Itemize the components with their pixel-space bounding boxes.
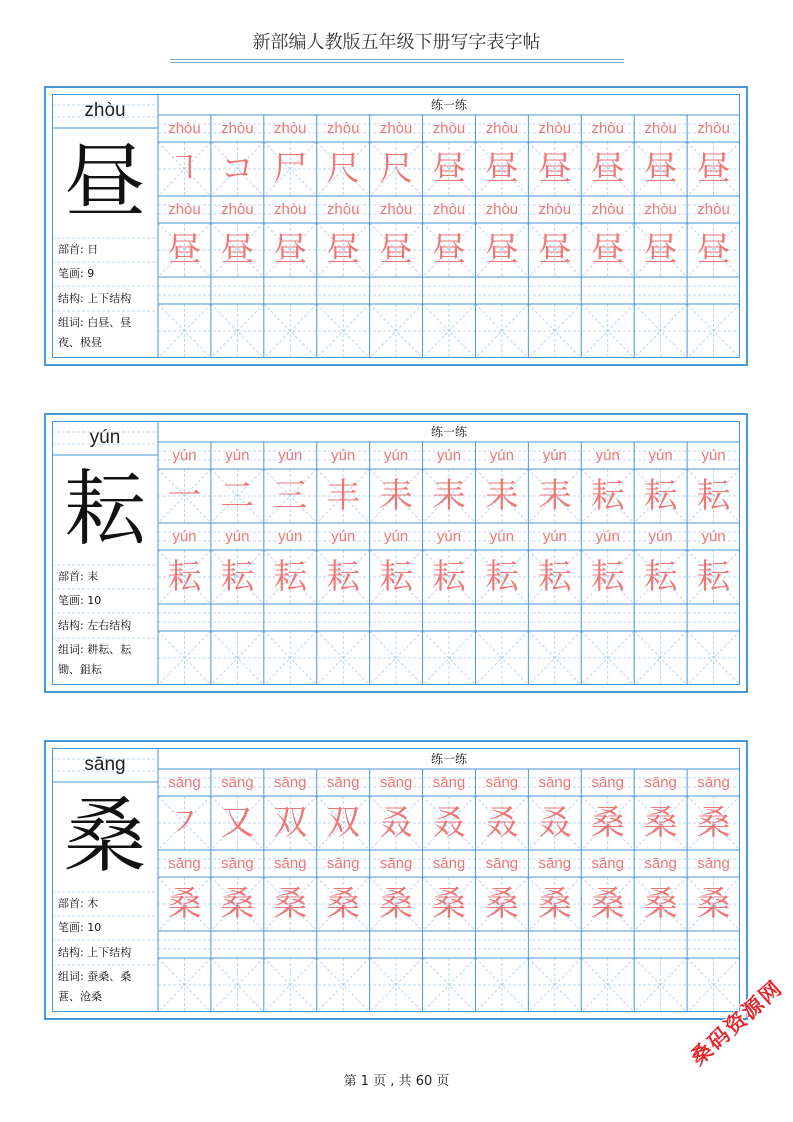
blank-pinyin-cell (317, 277, 370, 304)
stroke-count-row (52, 262, 158, 286)
blank-character-cell (475, 304, 528, 358)
stroke-order-cell: 丰 (326, 476, 361, 516)
pinyin-cell: zhòu (538, 120, 572, 137)
character-card-inner (52, 421, 740, 685)
stroke-order-cell: 耒 (537, 476, 572, 516)
stroke-order-cell: コ (220, 149, 255, 189)
stroke-order-cell: 昼 (696, 149, 731, 189)
pinyin-cell: yún (542, 447, 567, 464)
pinyin-cell: yún (278, 447, 303, 464)
blank-character-cell (475, 958, 528, 1012)
pinyin-cell: yún (701, 528, 726, 545)
structure-row (52, 613, 158, 638)
pinyin-cell: yún (701, 447, 726, 464)
pinyin-cell: zhòu (697, 120, 730, 137)
trace-character-cell: 耘 (167, 557, 202, 597)
pinyin-cell: sāng (326, 774, 360, 791)
pinyin-cell: sāng (168, 774, 201, 791)
blank-character-cell (211, 958, 264, 1012)
pinyin-cell: sāng (538, 855, 572, 872)
trace-character-cell: 桑 (273, 884, 308, 924)
stroke-order-cell: 昼 (432, 149, 466, 189)
character-card (44, 86, 748, 366)
radical-row (52, 892, 158, 916)
pinyin-cell: yún (595, 528, 620, 545)
stroke-count-label: 笔画: (58, 921, 84, 934)
blank-character-cell (264, 958, 317, 1012)
blank-pinyin-cell (211, 277, 264, 304)
pinyin-cell: yún (648, 447, 673, 464)
pinyin-cell: sāng (274, 774, 307, 791)
character-pinyin: sāng (84, 754, 126, 775)
pinyin-cell: yún (542, 528, 567, 545)
pinyin-cell: yún (436, 528, 462, 545)
stroke-order-cell: 二 (220, 476, 255, 516)
stroke-order-cell: 耘 (696, 476, 731, 516)
stroke-order-cell: 昼 (484, 149, 519, 189)
blank-pinyin-cell (528, 931, 581, 958)
stroke-order-cell: 桑 (696, 803, 731, 843)
blank-pinyin-cell (475, 931, 528, 958)
pinyin-cell: yún (489, 447, 514, 464)
pinyin-cell: sāng (168, 855, 201, 872)
words-row (52, 311, 158, 358)
blank-character-cell (158, 304, 211, 358)
blank-character-cell (264, 631, 317, 685)
pinyin-cell: yún (278, 528, 303, 545)
blank-character-cell (158, 958, 211, 1012)
blank-pinyin-cell (528, 277, 581, 304)
pinyin-cell: sāng (591, 855, 624, 872)
blank-pinyin-cell (370, 277, 423, 304)
blank-character-cell (423, 304, 476, 358)
pinyin-cell: zhòu (274, 201, 307, 218)
trace-character-cell: 耘 (273, 557, 308, 597)
trace-character-cell: 桑 (167, 884, 202, 924)
blank-pinyin-cell (317, 931, 370, 958)
pinyin-cell: zhòu (379, 201, 413, 218)
structure-value: 左右结构 (87, 619, 132, 632)
pinyin-cell: sāng (432, 855, 466, 872)
title-underline (170, 59, 624, 63)
trace-character-cell: 昼 (326, 230, 361, 270)
pinyin-cell: sāng (221, 855, 254, 872)
blank-character-cell (317, 958, 370, 1012)
blank-character-cell (264, 304, 317, 358)
pinyin-cell: sāng (485, 774, 519, 791)
blank-character-cell (528, 304, 581, 358)
trace-character-cell: 昼 (220, 230, 255, 270)
blank-character-cell (687, 631, 740, 685)
stroke-order-cell: ㇇ (167, 803, 202, 843)
pinyin-cell: yún (225, 528, 250, 545)
blank-pinyin-cell (581, 277, 634, 304)
blank-character-cell (211, 304, 264, 358)
pinyin-cell: zhòu (538, 201, 572, 218)
stroke-order-cell: 三 (273, 476, 308, 516)
stroke-order-cell: 昼 (590, 149, 625, 189)
character-glyph: 昼 (63, 135, 146, 230)
blank-character-cell (581, 631, 634, 685)
stroke-order-cell: ㇕ (167, 149, 202, 189)
blank-character-cell (317, 304, 370, 358)
words-value: 蚕桑、桑葚、沧桑 (58, 970, 132, 1003)
pinyin-cell: sāng (379, 855, 413, 872)
blank-character-cell (211, 631, 264, 685)
blank-pinyin-cell (581, 604, 634, 631)
page-footer: 第 1 页 , 共 60 页 (343, 1074, 450, 1089)
trace-character-cell: 昼 (484, 230, 519, 270)
pinyin-cell: zhòu (644, 201, 677, 218)
blank-pinyin-cell (317, 604, 370, 631)
pinyin-cell: yún (436, 447, 462, 464)
radical-label: 部首: (58, 897, 84, 910)
trace-character-cell: 桑 (643, 884, 678, 924)
trace-character-cell: 桑 (537, 884, 572, 924)
pinyin-cell: yún (225, 447, 250, 464)
pinyin-cell: zhòu (221, 120, 254, 137)
pinyin-cell: yún (383, 528, 409, 545)
stroke-order-cell: 桑 (590, 803, 625, 843)
practice-header: 练一练 (430, 752, 467, 766)
pinyin-cell: sāng (326, 855, 360, 872)
trace-character-cell: 昼 (379, 230, 414, 270)
pinyin-cell: sāng (432, 774, 466, 791)
trace-character-cell: 昼 (273, 230, 308, 270)
trace-character-cell: 耘 (590, 557, 625, 597)
blank-character-cell (370, 304, 423, 358)
stroke-order-cell: 耒 (379, 476, 414, 516)
words-row (52, 638, 158, 685)
trace-character-cell: 耘 (484, 557, 519, 597)
words-label: 组词: (58, 316, 84, 329)
blank-pinyin-cell (528, 604, 581, 631)
structure-label: 结构: (58, 292, 84, 305)
blank-pinyin-cell (370, 931, 423, 958)
blank-pinyin-cell (211, 931, 264, 958)
pinyin-cell: zhòu (644, 120, 677, 137)
words-label: 组词: (58, 643, 84, 656)
stroke-order-cell: 昼 (537, 149, 572, 189)
stroke-order-cell: 耘 (643, 476, 678, 516)
trace-character-cell: 耘 (643, 557, 678, 597)
pinyin-cell: sāng (644, 774, 677, 791)
stroke-order-cell: 桑 (643, 803, 678, 843)
pinyin-cell: zhòu (697, 201, 730, 218)
watermark: 桑码资源网 (685, 975, 788, 1071)
pinyin-cell: yún (595, 447, 620, 464)
radical-value: 木 (87, 897, 99, 910)
blank-character-cell (423, 631, 476, 685)
pinyin-cell: yún (172, 447, 197, 464)
trace-character-cell: 耘 (432, 557, 466, 597)
stroke-order-cell: 昼 (643, 149, 678, 189)
trace-character-cell: 耘 (537, 557, 572, 597)
stroke-order-cell: 叒 (379, 803, 414, 843)
structure-label: 结构: (58, 946, 84, 959)
blank-pinyin-cell (158, 277, 211, 304)
stroke-order-cell: 叒 (432, 803, 466, 843)
blank-pinyin-cell (634, 604, 687, 631)
words-value: 白昼、昼夜、极昼 (58, 316, 132, 349)
pinyin-cell: sāng (591, 774, 624, 791)
blank-pinyin-cell (423, 931, 476, 958)
character-card-inner (52, 748, 740, 1012)
radical-row (52, 565, 158, 589)
blank-pinyin-cell (158, 604, 211, 631)
pinyin-cell: yún (489, 528, 514, 545)
stroke-order-cell: 一 (167, 476, 202, 516)
trace-character-cell: 昼 (432, 230, 466, 270)
blank-pinyin-cell (634, 277, 687, 304)
character-glyph: 桑 (63, 789, 146, 884)
blank-pinyin-cell (687, 277, 740, 304)
blank-pinyin-cell (475, 277, 528, 304)
stroke-count-value: 10 (87, 921, 102, 934)
trace-character-cell: 桑 (326, 884, 361, 924)
blank-pinyin-cell (264, 604, 317, 631)
blank-character-cell (581, 304, 634, 358)
pinyin-cell: zhòu (168, 120, 201, 137)
practice-header: 练一练 (430, 425, 467, 439)
blank-character-cell (581, 958, 634, 1012)
stroke-order-cell: 耘 (590, 476, 625, 516)
words-label: 组词: (58, 970, 84, 983)
pinyin-cell: zhòu (432, 120, 466, 137)
trace-character-cell: 桑 (379, 884, 414, 924)
stroke-order-cell: 耒 (484, 476, 519, 516)
pinyin-cell: yún (331, 528, 356, 545)
trace-character-cell: 昼 (590, 230, 625, 270)
blank-character-cell (370, 958, 423, 1012)
blank-pinyin-cell (423, 604, 476, 631)
character-pinyin: zhòu (84, 100, 126, 121)
stroke-count-label: 笔画: (58, 594, 84, 607)
blank-pinyin-cell (370, 604, 423, 631)
radical-row (52, 238, 158, 262)
words-row (52, 965, 158, 1012)
pinyin-cell: sāng (538, 774, 572, 791)
pinyin-cell: zhòu (379, 120, 413, 137)
blank-character-cell (158, 631, 211, 685)
pinyin-cell: zhòu (326, 201, 360, 218)
practice-header: 练一练 (430, 98, 467, 112)
blank-pinyin-cell (423, 277, 476, 304)
trace-character-cell: 桑 (220, 884, 255, 924)
blank-pinyin-cell (634, 931, 687, 958)
pinyin-cell: zhòu (274, 120, 307, 137)
pinyin-cell: sāng (697, 774, 730, 791)
stroke-count-label: 笔画: (58, 267, 84, 280)
pinyin-cell: zhòu (221, 201, 254, 218)
pinyin-cell: yún (172, 528, 197, 545)
blank-character-cell (475, 631, 528, 685)
stroke-order-cell: 双 (273, 803, 308, 843)
trace-character-cell: 耘 (379, 557, 414, 597)
blank-pinyin-cell (475, 604, 528, 631)
blank-pinyin-cell (581, 931, 634, 958)
trace-character-cell: 耘 (220, 557, 255, 597)
trace-character-cell: 桑 (590, 884, 625, 924)
trace-character-cell: 昼 (537, 230, 572, 270)
stroke-order-cell: 叒 (537, 803, 572, 843)
blank-character-cell (528, 958, 581, 1012)
stroke-order-cell: 尺 (326, 149, 361, 189)
stroke-count-row (52, 916, 158, 940)
blank-character-cell (317, 631, 370, 685)
pinyin-cell: yún (383, 447, 409, 464)
pinyin-cell: zhòu (326, 120, 360, 137)
words-value: 耕耘、耘锄、鉏耘 (58, 643, 132, 676)
radical-value: 耒 (87, 570, 99, 583)
blank-pinyin-cell (264, 931, 317, 958)
pinyin-cell: sāng (221, 774, 254, 791)
pinyin-cell: zhòu (485, 201, 519, 218)
trace-character-cell: 桑 (484, 884, 519, 924)
trace-character-cell: 昼 (696, 230, 731, 270)
blank-character-cell (528, 631, 581, 685)
pinyin-cell: zhòu (168, 201, 201, 218)
structure-label: 结构: (58, 619, 84, 632)
trace-character-cell: 耘 (326, 557, 361, 597)
pinyin-cell: zhòu (485, 120, 519, 137)
stroke-count-value: 10 (87, 594, 102, 607)
stroke-order-cell: 尺 (379, 149, 414, 189)
blank-character-cell (634, 631, 687, 685)
stroke-order-cell: 又 (220, 803, 255, 843)
character-card (44, 413, 748, 693)
radical-label: 部首: (58, 243, 84, 256)
pinyin-cell: sāng (274, 855, 307, 872)
blank-pinyin-cell (687, 931, 740, 958)
blank-character-cell (634, 304, 687, 358)
pinyin-cell: sāng (644, 855, 677, 872)
stroke-order-cell: 尸 (273, 149, 308, 189)
blank-character-cell (370, 631, 423, 685)
blank-pinyin-cell (687, 604, 740, 631)
character-card (44, 740, 748, 1020)
structure-value: 上下结构 (87, 946, 132, 959)
trace-character-cell: 耘 (696, 557, 731, 597)
radical-label: 部首: (58, 570, 84, 583)
blank-pinyin-cell (211, 604, 264, 631)
structure-value: 上下结构 (87, 292, 132, 305)
document-title: 新部编人教版五年级下册写字表字帖 (252, 32, 541, 53)
structure-row (52, 286, 158, 311)
character-pinyin: yún (89, 427, 121, 448)
character-card-inner (52, 94, 740, 358)
pinyin-cell: sāng (485, 855, 519, 872)
blank-character-cell (423, 958, 476, 1012)
blank-character-cell (634, 958, 687, 1012)
stroke-order-cell: 耒 (432, 476, 466, 516)
pinyin-cell: zhòu (591, 201, 624, 218)
pinyin-cell: sāng (379, 774, 413, 791)
pinyin-cell: yún (648, 528, 673, 545)
structure-row (52, 940, 158, 965)
trace-character-cell: 桑 (432, 884, 466, 924)
stroke-order-cell: 双 (326, 803, 361, 843)
blank-pinyin-cell (264, 277, 317, 304)
pinyin-cell: zhòu (591, 120, 624, 137)
pinyin-cell: zhòu (432, 201, 466, 218)
stroke-count-value: 9 (87, 267, 95, 280)
pinyin-cell: sāng (697, 855, 730, 872)
trace-character-cell: 桑 (696, 884, 731, 924)
stroke-order-cell: 叒 (484, 803, 519, 843)
trace-character-cell: 昼 (167, 230, 202, 270)
radical-value: 日 (87, 243, 99, 256)
blank-character-cell (687, 304, 740, 358)
character-glyph: 耘 (63, 462, 146, 557)
blank-pinyin-cell (158, 931, 211, 958)
trace-character-cell: 昼 (643, 230, 678, 270)
pinyin-cell: yún (331, 447, 356, 464)
stroke-count-row (52, 589, 158, 613)
